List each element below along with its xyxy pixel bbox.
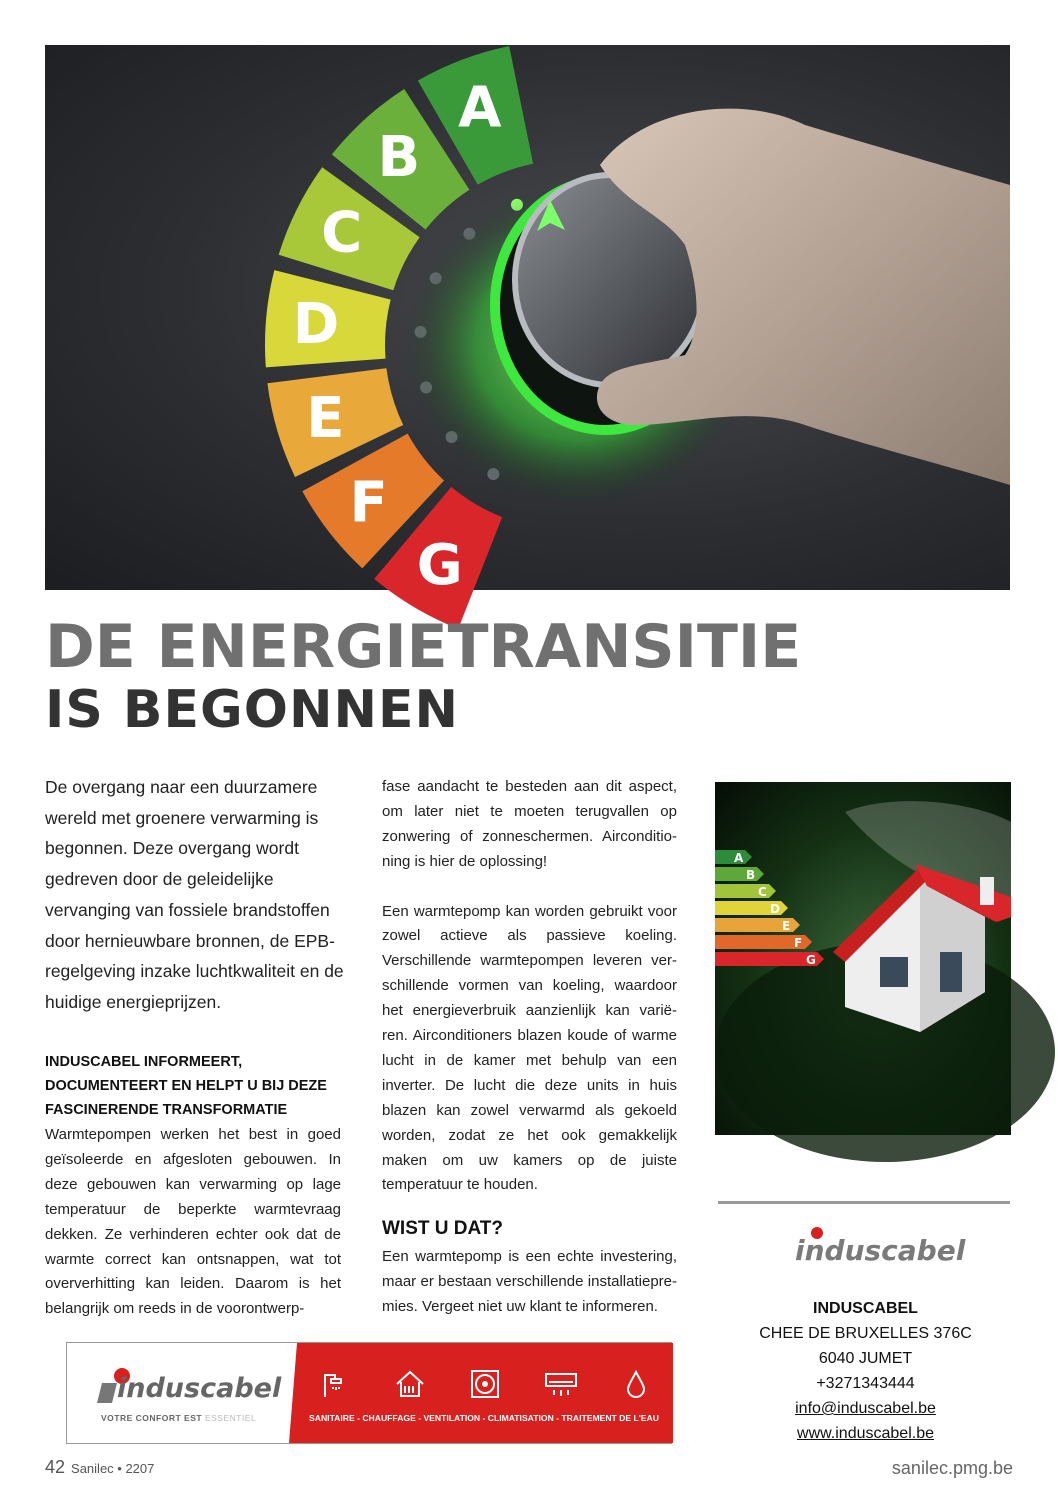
column-2-paragraph-1: fase aandacht te besteden aan dit aspect, om later niet te moeten terugvallen op zonwering of zonneschermen. Airconditio-ning is hier de oplossing! — [382, 778, 677, 870]
column-1-text: Warmtepompen werken het best in goed geïsoleerde en afgesloten gebouwen. In deze gebouwen kan verwarming op lage temperatuur de beperkte warmtevraag dekken. Ze verhinderen echter ook dat de warmte correct kan ontsnappen, wat tot oververhitting kan leiden. Daarom is het belangrijk om reeds in de voorontwerp- — [45, 1126, 341, 1318]
house-energy-label-b: B — [746, 868, 756, 882]
website-link[interactable]: www.induscabel.be — [797, 1425, 934, 1442]
fan-icon — [466, 1365, 504, 1403]
air-conditioner-icon — [542, 1365, 580, 1403]
section-heading: INDUSCABEL INFORMEERT, DOCUMENTEERT EN HELPT U BIJ DEZE FASCINERENDE TRANSFORMATIE — [45, 1054, 327, 1118]
energy-label-d: D — [292, 291, 340, 357]
sidebar-separator — [718, 1201, 1010, 1204]
house-energy-label-d: D — [770, 902, 780, 916]
house-window — [880, 957, 908, 987]
article-title: DE ENERGIETRANSITIE — [45, 612, 802, 682]
wist-u-dat-text: Een warmtepomp is een echte investering, maar er bestaan verschillende installatiepre-mies. Vergeet niet uw klant te informeren. — [382, 1248, 677, 1315]
induscabel-banner-ad[interactable] — [66, 1342, 672, 1444]
logo-text: induscabel — [795, 1234, 966, 1267]
city-address: 6040 JUMET — [818, 1350, 913, 1367]
induscabel-logo — [795, 1224, 966, 1268]
banner-services-text: SANITAIRE - CHAUFFAGE - VENTILATION - CLIMATISATION - TRAITEMENT DE L'EAU — [309, 1413, 659, 1423]
energy-label-g: G — [416, 533, 463, 599]
house-door — [940, 952, 962, 992]
page-number: 42 — [45, 1457, 66, 1477]
banner-tagline: VOTRE CONFORT EST ESSENTIEL — [101, 1413, 257, 1423]
company-name: INDUSCABEL — [813, 1300, 918, 1317]
banner-logo-area — [67, 1343, 297, 1443]
magazine-issue: Sanilec • 2207 — [71, 1461, 155, 1476]
house-energy-label-f: F — [794, 936, 803, 950]
email-link[interactable]: info@induscabel.be — [795, 1400, 936, 1417]
house-chimney — [980, 877, 994, 905]
house-energy-label-e: E — [782, 919, 791, 933]
house-energy-illustration — [715, 782, 1011, 1135]
water-drop-icon — [617, 1365, 655, 1403]
energy-label-a: A — [458, 75, 502, 141]
page-footer-left — [45, 1457, 154, 1478]
banner-icons — [315, 1365, 655, 1405]
energy-label-f: F — [349, 470, 388, 536]
shower-icon — [315, 1365, 353, 1403]
contact-block — [718, 1296, 1013, 1446]
house-energy-label-a: A — [734, 851, 744, 865]
energy-dial-illustration — [45, 45, 1010, 599]
house-energy-label-c: C — [758, 885, 767, 899]
street-address: CHEE DE BRUXELLES 376C — [759, 1325, 972, 1342]
house-heating-icon — [391, 1365, 429, 1403]
house-energy-bar-b — [715, 867, 764, 881]
energy-label-b: B — [377, 124, 421, 190]
article-subtitle: IS BEGONNEN — [45, 680, 460, 740]
wist-u-dat-heading: WIST U DAT? — [382, 1218, 504, 1239]
energy-label-e: E — [306, 386, 345, 452]
house-energy-image — [715, 782, 1011, 1135]
energy-label-c: C — [321, 200, 363, 266]
footer-website[interactable]: sanilec.pmg.be — [891, 1458, 1013, 1478]
intro-paragraph: De overgang naar een duurzamere wereld met groenere verwarming is begonnen. Deze overgang wordt gedreven door de geleidelijke vervanging van fossiele brandstoffen door hernieuwbare bronnen, de EPB-regelgeving inzake luchtkwaliteit en de huidige energieprijzen. — [45, 777, 344, 1012]
column-2-paragraph-2: Een warmtepomp kan worden gebruikt voor zowel actieve als passieve koeling. Verschillende warmtepompen leveren ver-schillende vormen van koeling, waardoor het energieverbruik aanzienlijk kan varië-ren. Airconditioners blazen koude of warme lucht in de kamer met behulp van een inverter. De lucht die deze units in huis blazen kan zowel verwarmd als gekoeld worden, zodat ze het ook gemakkelijk maken om uw kamers op de juiste temperatuur te houden. — [382, 902, 677, 1194]
phone-number: +3271343444 — [816, 1375, 915, 1392]
banner-logo-text: induscabel — [117, 1373, 282, 1404]
house-energy-bar-c — [715, 884, 776, 898]
house-energy-label-g: G — [806, 953, 816, 967]
hero-image — [45, 45, 1010, 599]
column-2 — [382, 775, 677, 1223]
